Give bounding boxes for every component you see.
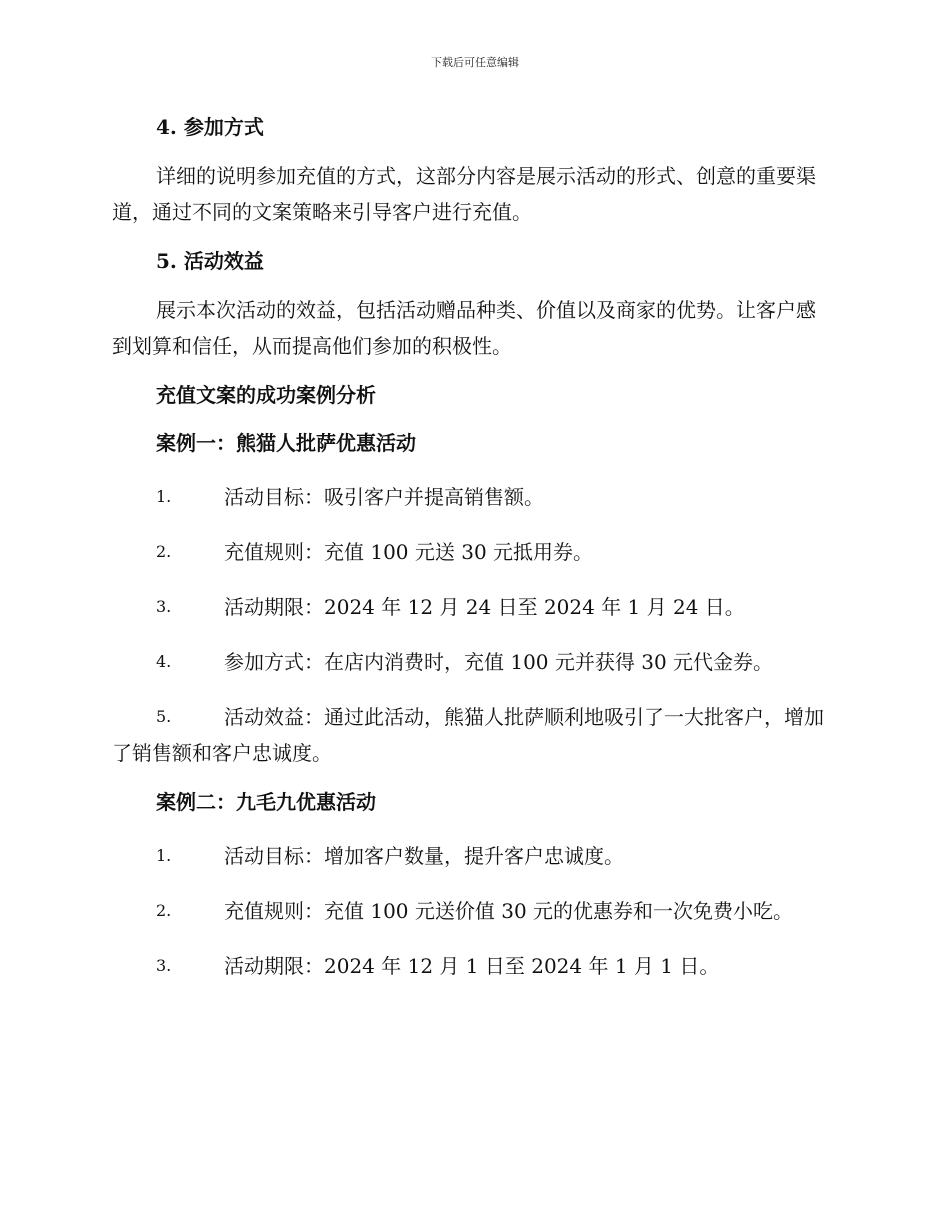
list-item-text: 活动目标：增加客户数量，提升客户忠诚度。 xyxy=(224,844,624,868)
list-number: 1. xyxy=(156,487,172,506)
section-4-paragraph: 详细的说明参加充值的方式，这部分内容是展示活动的形式、创意的重要渠道，通过不同的文案策略来引导客户进行充值。 xyxy=(112,164,816,224)
case-1-item xyxy=(112,699,832,771)
list-item-text: 活动目标：吸引客户并提高销售额。 xyxy=(224,485,544,509)
list-number: 5. xyxy=(156,707,172,726)
list-item-text: 活动期限：2024 年 12 月 1 日至 2024 年 1 月 1 日。 xyxy=(224,954,720,978)
list-item-text: 参加方式：在店内消费时，充值 100 元并获得 30 元代金券。 xyxy=(224,650,774,674)
page-header: 下载后可任意编辑 xyxy=(431,56,519,69)
section-5-heading: 5. 活动效益 xyxy=(156,249,264,273)
case-2-item xyxy=(112,893,832,929)
case-2-item xyxy=(112,948,832,984)
case-1-item xyxy=(112,534,832,570)
case-1-item xyxy=(112,479,832,515)
case-analysis-heading: 充值文案的成功案例分析 xyxy=(156,383,376,407)
list-item-text: 活动期限：2024 年 12 月 24 日至 2024 年 1 月 24 日。 xyxy=(224,595,745,619)
list-item-text: 充值规则：充值 100 元送价值 30 元的优惠券和一次免费小吃。 xyxy=(224,899,794,923)
list-item-text: 充值规则：充值 100 元送 30 元抵用券。 xyxy=(224,540,594,564)
list-number: 1. xyxy=(156,846,172,865)
section-4-heading: 4. 参加方式 xyxy=(156,115,264,139)
list-number: 2. xyxy=(156,542,172,561)
case-1-heading: 案例一：熊猫人批萨优惠活动 xyxy=(156,431,416,455)
document-body xyxy=(112,110,832,984)
case-2-item xyxy=(112,838,832,874)
list-number: 4. xyxy=(156,652,172,671)
list-number: 3. xyxy=(156,956,172,975)
list-number: 3. xyxy=(156,597,172,616)
section-5-paragraph: 展示本次活动的效益，包括活动赠品种类、价值以及商家的优势。让客户感到划算和信任，从而提高他们参加的积极性。 xyxy=(112,298,816,358)
list-item-text: 活动效益：通过此活动，熊猫人批萨顺利地吸引了一大批客户，增加了销售额和客户忠诚度。 xyxy=(112,705,824,765)
case-1-item xyxy=(112,644,832,680)
case-1-item xyxy=(112,589,832,625)
case-2-heading: 案例二：九毛九优惠活动 xyxy=(156,790,376,814)
list-number: 2. xyxy=(156,901,172,920)
